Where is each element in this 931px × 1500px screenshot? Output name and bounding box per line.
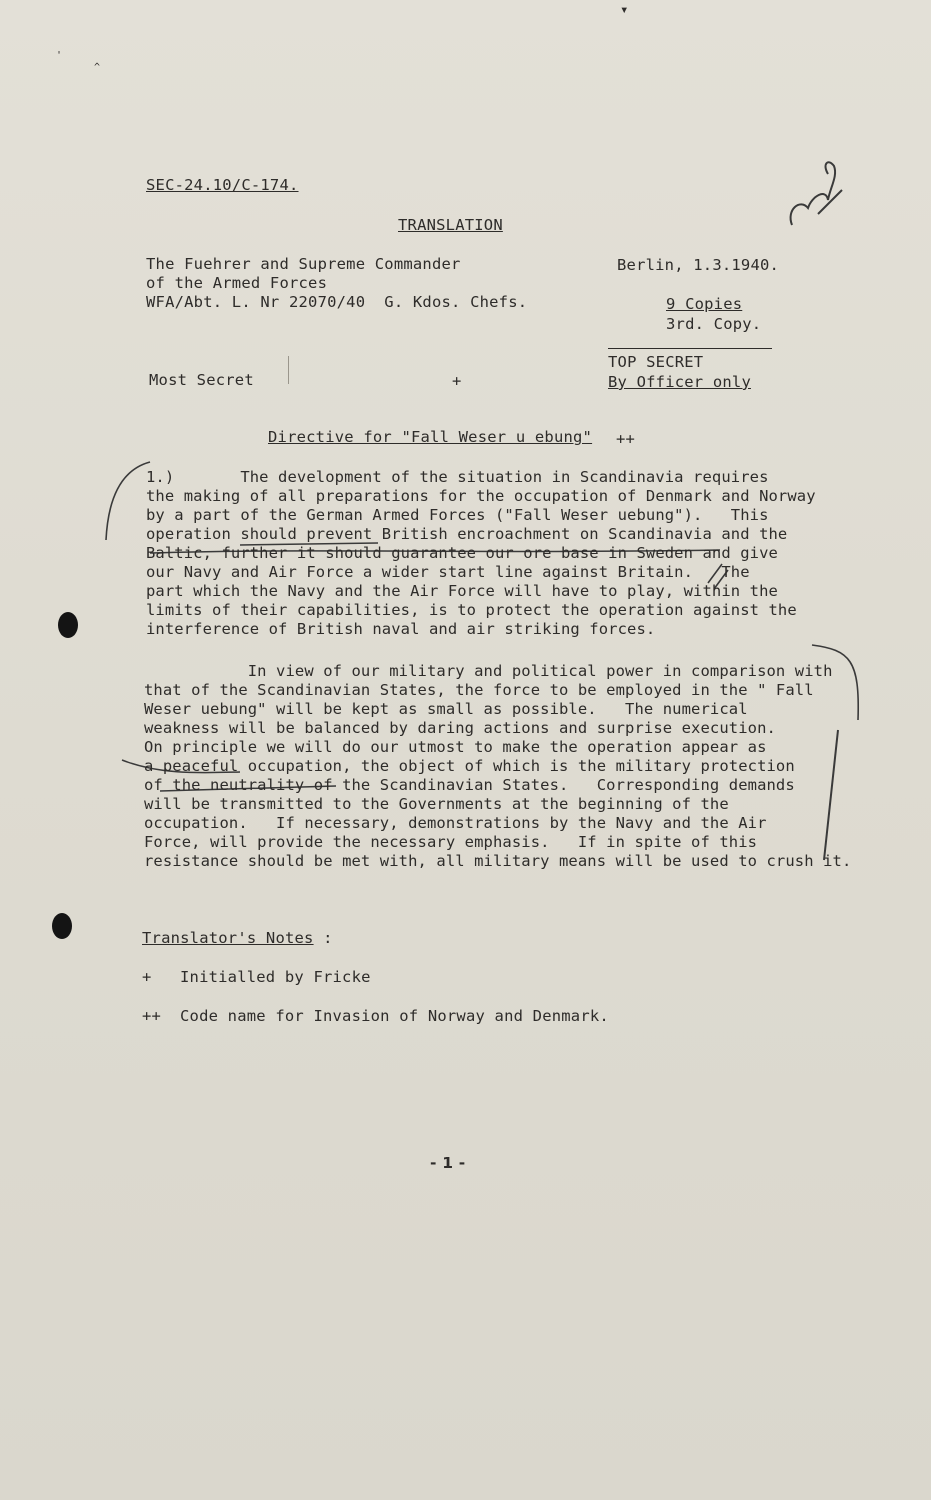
page-number: - 1 - — [430, 1154, 466, 1172]
paragraph-2-line: In view of our military and political power in comparison with — [144, 662, 833, 680]
paragraph-1 — [146, 468, 816, 639]
translator-notes-colon: : — [313, 929, 333, 947]
paragraph-1-line: Baltic, further it should guarantee our ore base in Sweden and give — [146, 544, 778, 562]
note-1-marker: + — [142, 968, 152, 986]
paragraph-1-line: interference of British naval and air striking forces. — [146, 620, 656, 638]
paragraph-2-line: weakness will be balanced by daring actions and surprise execution. — [144, 719, 776, 737]
paragraph-1-line: 1.) The development of the situation in Scandinavia requires — [146, 468, 769, 486]
directive-title: Directive for "Fall Weser u ebung" — [268, 428, 593, 446]
paragraph-1-line: limits of their capabilities, is to protect the operation against the — [146, 601, 797, 619]
paragraph-2-line: Weser uebung" will be kept as small as possible. The numerical — [144, 700, 748, 718]
paragraph-1-line: the making of all preparations for the occupation of Denmark and Norway — [146, 487, 816, 505]
top-edge-mark: ▾ — [620, 2, 629, 18]
paragraph-2-line: a peaceful occupation, the object of which is the military protection — [144, 757, 795, 775]
note-2-text: Code name for Invasion of Norway and Denmark. — [180, 1007, 609, 1025]
top-secret-label: TOP SECRET — [608, 353, 704, 371]
paragraph-2-line: resistance should be met with, all military means will be used to crush it. — [144, 852, 852, 870]
faint-mark — [288, 356, 289, 384]
paragraph-1-line: by a part of the German Armed Forces ("Fall Weser uebung"). This — [146, 506, 769, 524]
note-1-text: Initialled by Fricke — [180, 968, 371, 986]
translator-notes-title: Translator's Notes — [142, 929, 314, 947]
paragraph-1-line: our Navy and Air Force a wider start line against Britain. The — [146, 563, 750, 581]
copies-count: 9 Copies — [666, 295, 743, 313]
paragraph-2-line: On principle we will do our utmost to make the operation appear as — [144, 738, 767, 756]
sender-line-2: of the Armed Forces — [146, 274, 328, 292]
speck-mark: ^ — [94, 62, 101, 73]
by-officer-label: By Officer only — [608, 373, 751, 391]
paragraph-2 — [144, 662, 851, 871]
document-reference: SEC-24.10/C-174. — [146, 176, 299, 194]
classification-rule — [608, 348, 772, 349]
paragraph-1-line: operation should prevent British encroachment on Scandinavia and the — [146, 525, 788, 543]
place-date: Berlin, 1.3.1940. — [617, 256, 780, 274]
translator-notes-heading — [142, 929, 333, 947]
paragraph-2-line: occupation. If necessary, demonstrations by the Navy and the Air — [144, 814, 767, 832]
paragraph-2-line: will be transmitted to the Governments at the beginning of the — [144, 795, 729, 813]
sender-line-1: The Fuehrer and Supreme Commander — [146, 255, 461, 273]
most-secret-label: Most Secret — [149, 371, 254, 389]
document-label: TRANSLATION — [398, 216, 503, 234]
paragraph-2-line: Force, will provide the necessary emphasis. If in spite of this — [144, 833, 758, 851]
speck-mark: ' — [56, 50, 63, 61]
plus-marker: + — [452, 372, 462, 390]
copy-number: 3rd. Copy. — [666, 315, 762, 333]
note-2-marker: ++ — [142, 1007, 162, 1025]
paragraph-2-line: that of the Scandinavian States, the force to be employed in the " Fall — [144, 681, 814, 699]
paragraph-1-line: part which the Navy and the Air Force will have to play, within the — [146, 582, 778, 600]
sender-line-3: WFA/Abt. L. Nr 22070/40 G. Kdos. Chefs. — [146, 293, 528, 311]
directive-title-marker: ++ — [616, 430, 636, 448]
paragraph-2-line: of the neutrality of the Scandinavian States. Corresponding demands — [144, 776, 795, 794]
